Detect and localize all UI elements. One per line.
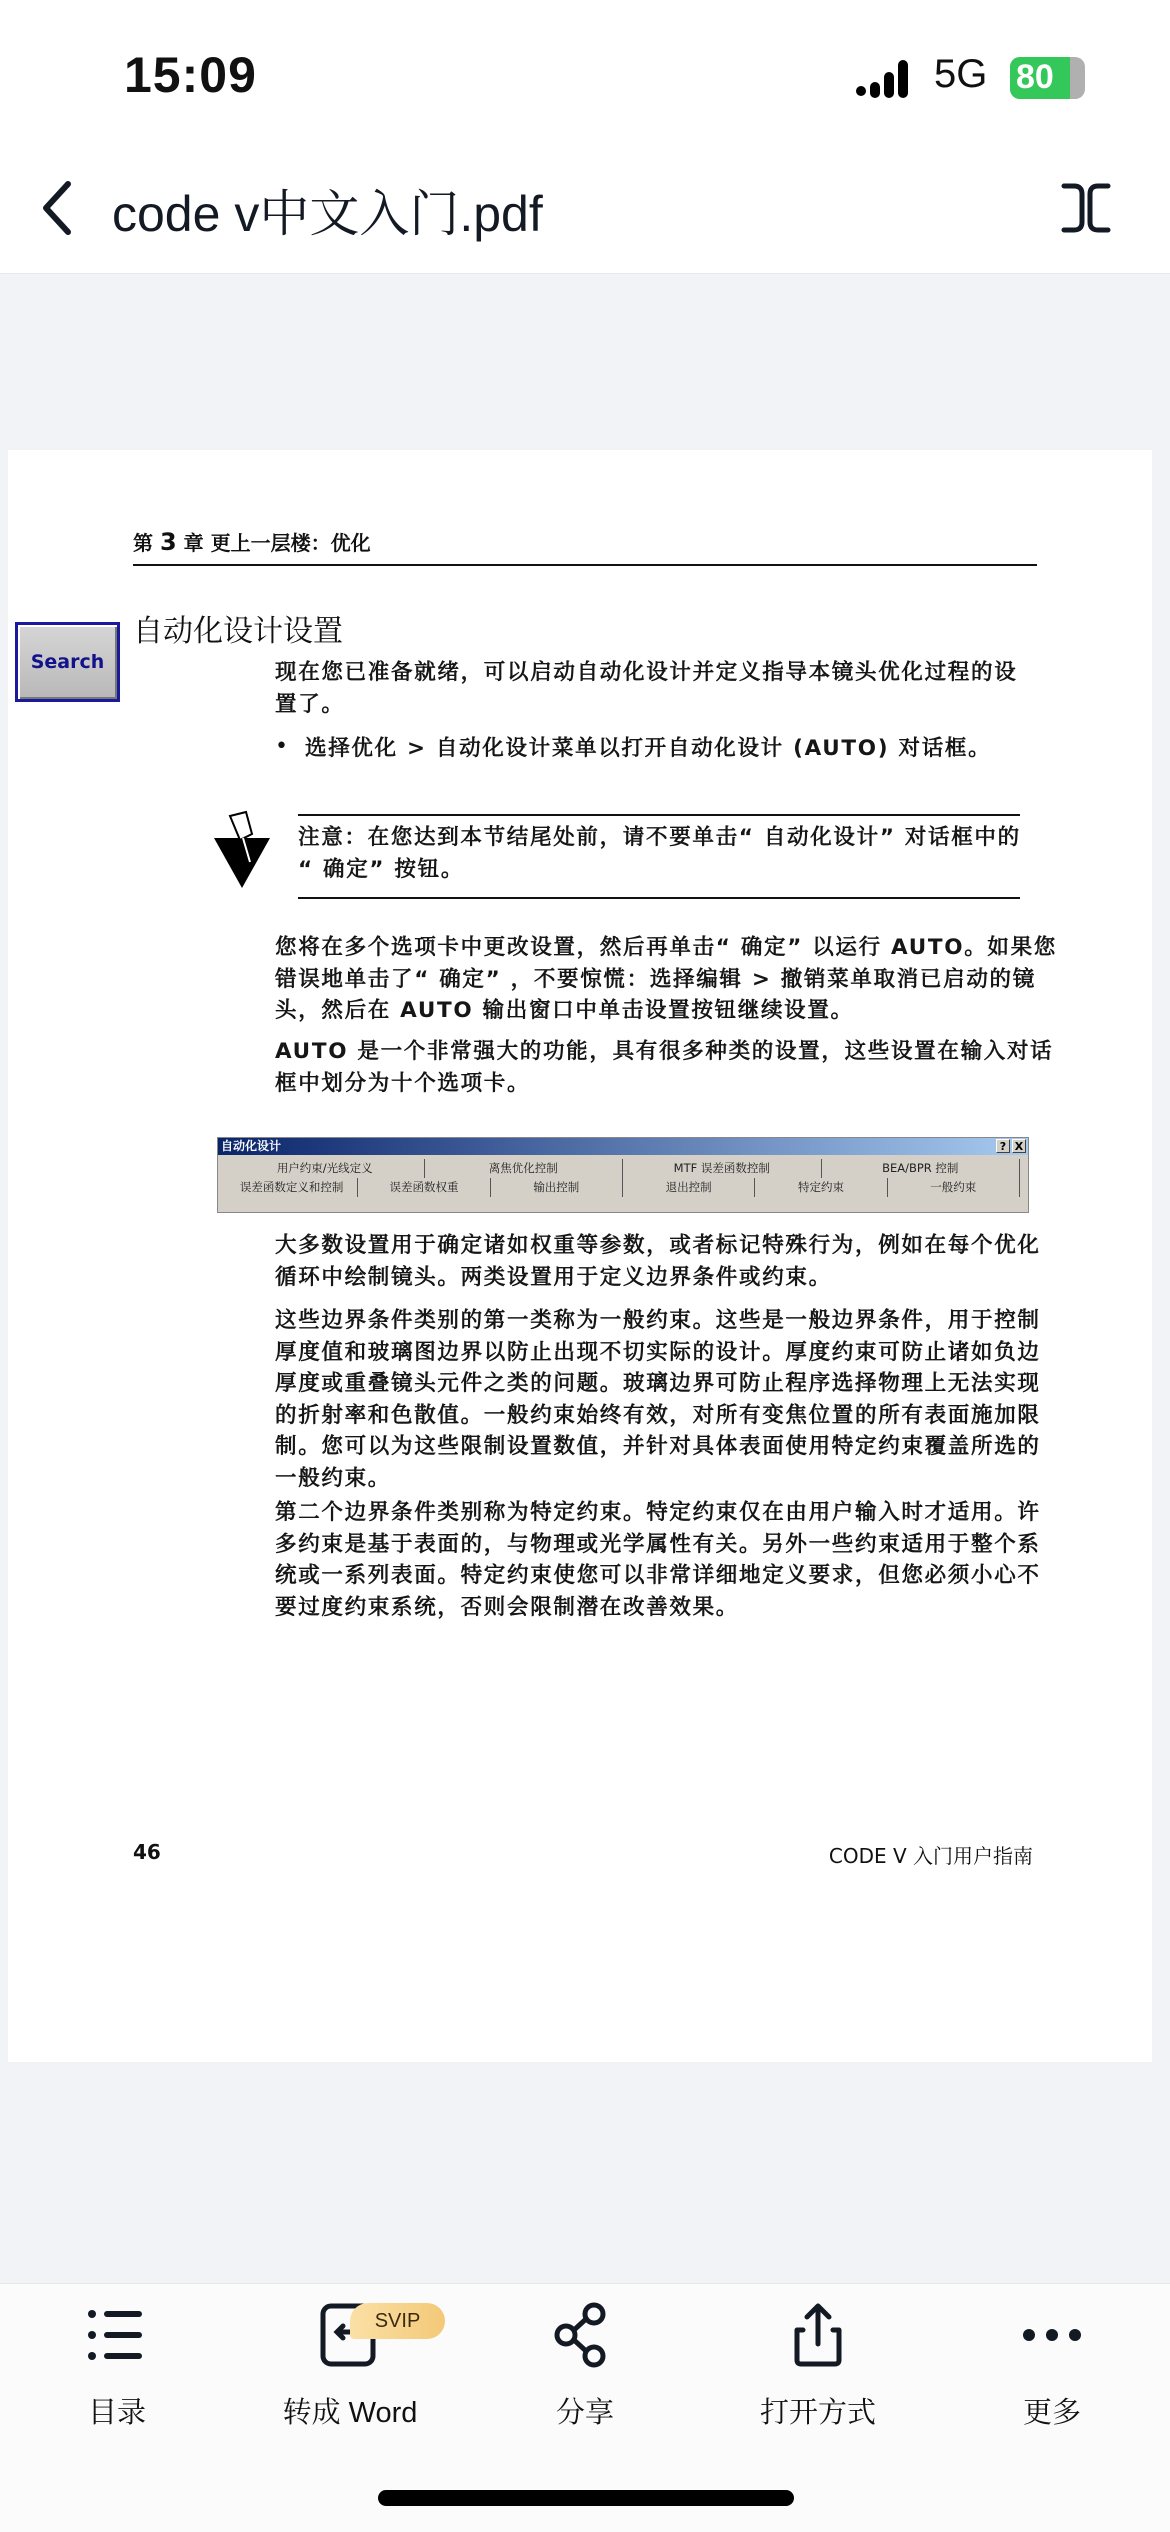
fullscreen-icon[interactable]	[1060, 180, 1112, 236]
battery-icon	[1010, 57, 1085, 99]
paragraph-auto	[275, 1036, 1054, 1099]
section-title: 自动化设计设置	[133, 614, 343, 649]
svip-badge: SVIP	[350, 2303, 445, 2339]
home-indicator[interactable]	[378, 2490, 794, 2506]
dialog-tab: 输出控制	[491, 1178, 623, 1197]
paragraph-ok-warning	[275, 932, 1057, 1027]
pushpin-note-icon	[212, 810, 272, 890]
text-line: 头，然后在 AUTO 输出窗口中单击设置按钮继续设置。	[275, 998, 854, 1023]
text-line: 多约束是基于表面的，与物理或光学属性有关。另外一些约束适用于整个系	[275, 1531, 1041, 1557]
paragraph-settings	[275, 1230, 1041, 1293]
text-line: 要过度约束系统，否则会限制潜在改善效果。	[275, 1594, 740, 1620]
chapter-prefix: 第	[133, 531, 153, 555]
toolbar-label: 分享	[555, 2397, 614, 2429]
note-rule-top	[298, 814, 1020, 816]
toolbar-label: 转成 Word	[282, 2397, 418, 2429]
text-line: 第二个边界条件类别称为特定约束。特定约束仅在由用户输入时才适用。许	[275, 1500, 1041, 1525]
share-button[interactable]	[485, 2300, 685, 2431]
text-line: AUTO 是一个非常强大的功能，具有很多种类的设置，这些设置在输入对话	[275, 1039, 1054, 1064]
list-icon	[82, 2300, 152, 2370]
signal-icon	[856, 58, 914, 98]
paragraph-general-constraints	[275, 1305, 1041, 1494]
close-icon: X	[1012, 1139, 1026, 1153]
paragraph-specific-constraints	[275, 1497, 1041, 1623]
text-line: 大多数设置用于确定诸如权重等参数，或者标记特殊行为，例如在每个优化	[275, 1233, 1041, 1258]
text-line: 您将在多个选项卡中更改设置，然后再单击“ 确定” 以运行 AUTO。如果您	[275, 935, 1057, 960]
open-with-icon	[783, 2300, 853, 2370]
text-line: 统或一系列表面。特定约束使您可以非常详细地定义要求，但您必须小心不	[275, 1563, 1041, 1588]
page-number: 46	[133, 1840, 161, 1864]
text-line: 错误地单击了“ 确定” ，不要惊慌：选择编辑 > 撤销菜单取消已启动的镜	[275, 966, 1036, 992]
bullet: •	[275, 734, 288, 759]
text-line: “ 确定” 按钮。	[298, 856, 465, 882]
dialog-tab: 离焦优化控制	[425, 1159, 624, 1178]
text-line: 制。您可以为这些限制设置数值，并针对具体表面使用特定约束覆盖所选的	[275, 1434, 1041, 1459]
toolbar-label: 更多	[1022, 2397, 1081, 2429]
dialog-tab: 退出控制	[623, 1178, 755, 1197]
text-line: 一般约束。	[275, 1465, 392, 1491]
help-icon: ?	[996, 1139, 1010, 1153]
note-rule-bottom	[298, 897, 1020, 899]
text-line: 的折射率和色散值。一般约束始终有效，对所有变焦位置的所有表面施加限	[275, 1402, 1041, 1428]
bullet-text: 选择优化 > 自动化设计菜单以打开自动化设计 (AUTO) 对话框。	[305, 736, 992, 761]
text-line: 置了。	[275, 691, 345, 717]
dialog-tab: 误差函数定义和控制	[226, 1178, 358, 1197]
auto-dialog-screenshot	[217, 1137, 1029, 1213]
dialog-tab: 一般约束	[888, 1178, 1020, 1197]
back-chevron-icon[interactable]	[38, 178, 78, 238]
dialog-title: 自动化设计	[221, 1139, 282, 1153]
dialog-tab: 用户约束/光线定义	[226, 1159, 425, 1178]
text-line: 现在您已准备就绪，可以启动自动化设计并定义指导本镜头优化过程的设	[275, 660, 1018, 685]
status-time: 15:09	[124, 47, 257, 103]
chapter-title: 章 更上一层楼：优化	[183, 531, 371, 555]
network-type: 5G	[934, 52, 988, 96]
paragraph-intro	[275, 657, 1035, 720]
dialog-tab: MTF 误差函数控制	[623, 1159, 822, 1178]
pdf-search-button[interactable]: Search	[15, 622, 120, 702]
text-line: 注意：在您达到本节结尾处前，请不要单击“ 自动化设计” 对话框中的	[298, 825, 1021, 850]
footer-title: CODE V 入门用户指南	[828, 1844, 1033, 1868]
battery-level: 80	[1016, 58, 1054, 96]
dialog-tab: BEA/BPR 控制	[822, 1159, 1021, 1178]
dialog-tab: 误差函数权重	[358, 1178, 490, 1197]
chapter-number: 3	[159, 528, 177, 556]
text-line: 厚度值和玻璃图边界以防止出现不切实际的设计。厚度约束可防止诸如负边	[275, 1339, 1041, 1365]
text-line: 循环中绘制镜头。两类设置用于定义边界条件或约束。	[275, 1264, 832, 1290]
chapter-header	[133, 527, 371, 556]
header-rule	[133, 564, 1037, 566]
document-title: code v中文入门.pdf	[112, 186, 543, 242]
text-line: 这些边界条件类别的第一类称为一般约束。这些是一般边界条件，用于控制	[275, 1308, 1041, 1333]
toolbar-label: 目录	[87, 2397, 146, 2429]
open-with-button[interactable]	[718, 2300, 918, 2431]
more-button[interactable]	[952, 2300, 1152, 2431]
more-icon	[1017, 2300, 1087, 2370]
share-icon	[550, 2300, 620, 2370]
text-line: 框中划分为十个选项卡。	[275, 1070, 531, 1096]
dialog-tab: 特定约束	[755, 1178, 887, 1197]
toc-button[interactable]	[17, 2300, 217, 2431]
note-text	[298, 822, 1028, 885]
text-line: 厚度或重叠镜头元件之类的问题。玻璃边界可防止程序选择物理上无法实现	[275, 1371, 1041, 1396]
toolbar-label: 打开方式	[759, 2397, 876, 2429]
